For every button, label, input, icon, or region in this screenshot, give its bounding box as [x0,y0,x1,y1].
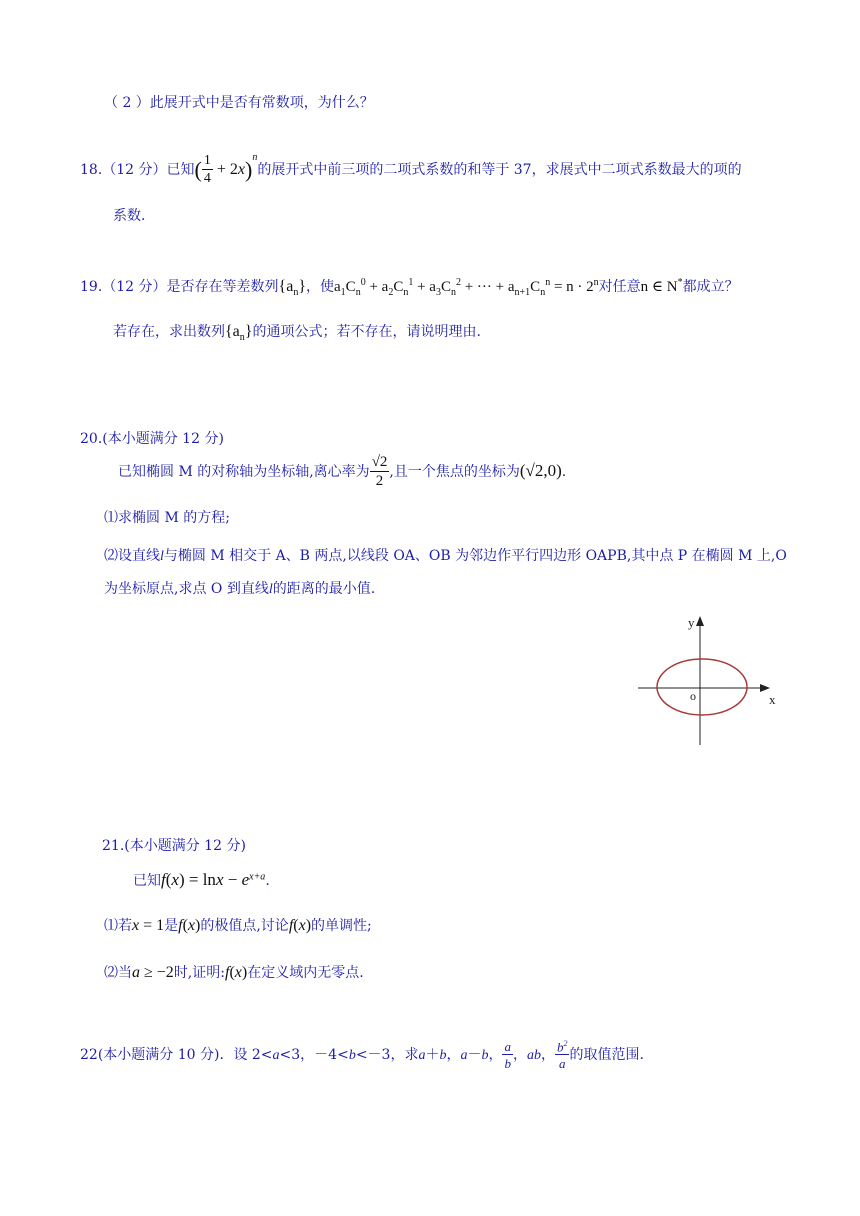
q21-header: 21.(本小题满分 12 分) [102,838,246,854]
y-label: y [688,615,695,630]
q19-score: （12 分）是否存在等差数列 [102,279,279,295]
q18-line1: 18.（12 分）已知( $\frac{1}{4}$ + 2x)$^n$的展开式中前三项的二项式系数的和等于 37，求展式中二项式系数最大的项的 [80,152,742,186]
q22-text-a: 22(本小题满分 10 分)．设 2< [80,1047,273,1064]
q21-intro-text: 已知 [133,873,161,889]
q21-part2-a: ⑵当 [104,965,132,981]
q21-part1-c: 的极值点,讨论 [200,918,289,934]
q19-line2-b: 的通项公式；若不存在，请说明理由. [252,324,481,340]
q19-line1: 19.（12 分）是否存在等差数列$\{a_n\}$，使$a_1C_n^0 + a_2C_n^1 + a_3C_n^2$ + ··· + $a_{n+1}C_n^n = n \cdot 2^n$对任意n ∈ N*都成立？ [80,277,739,299]
q19-line2-a: 若存在，求出数列 [113,324,225,340]
q19-line2: 若存在，求出数列$\{a_n\}$的通项公式；若不存在，请说明理由. [113,323,481,344]
q20-part2-c: 为坐标原点,求点 O 到直线 [104,581,269,597]
q19-sequence: $\{a_n\}$ [278,278,306,299]
q21-part1-d: 的单调性; [311,918,372,934]
q22: 22(本小题满分 10 分)．设 2<a<3，－4<b<－3，求a＋b，a－b， $\frac{a}{b}$ ，ab， $\frac{b^2}{a}$ 的取值范围. [80,1039,644,1072]
q20-intro: 已知椭圆 M 的对称轴为坐标轴,离心率为 $\frac{√2}{2}$ ,且一个焦点的坐标为(√2,0). [118,454,567,489]
q21-part1-b: 是 [164,918,179,934]
q18-text-a: 的展开式中前三项的二项式系数的和等于 37，求展式中二项式系数最大的项的 [257,162,742,178]
q20-part2-line1: ⑵设直线l与椭圆 M 相交于 A、B 两点,以线段 OA、OB 为邻边作平行四边形 OAPB,其中点 P 在椭圆 M 上,O [104,548,787,564]
q21-part1-a: ⑴若 [104,918,132,934]
q18-line2: 系数. [113,208,146,224]
q20-eccentricity: $\frac{√2}{2}$ [371,454,388,489]
q18-number: 18. [80,162,103,178]
q21-part2: ⑵当a ≥ −2时,证明:f(x)在定义域内无零点. [104,964,364,981]
q20-part2-b: 与椭圆 M 相交于 A、B 两点,以线段 OA、OB 为邻边作平行四边形 OAPB,其中点 P 在椭圆 M 上,O [163,548,787,564]
q20-part2-a: ⑵设直线 [104,548,160,564]
q20-part2-d: 的距离的最小值. [272,581,376,597]
q21-part2-c: 在定义域内无零点. [247,965,364,981]
y-axis-arrow [696,616,704,626]
q20-part1: ⑴求椭圆 M 的方程; [104,510,230,526]
q19-tail2: 都成立？ [682,279,739,295]
q20-part2-line2: 为坐标原点,求点 O 到直线l的距离的最小值. [104,581,376,597]
origin-label: o [690,689,696,703]
q22-text-d: 的取值范围. [569,1047,644,1064]
x-axis-arrow [760,684,770,692]
q21-part2-b: 时,证明: [173,965,225,981]
ellipse-figure [630,605,790,755]
q19-tail: 对任意 [598,279,641,295]
q19-formula: $a_1C_n^0 + a_2C_n^1 + a_3C_n^2$ + ··· + $a_{n+1}C_n^n = n \cdot 2^n$ [334,277,599,298]
q22-text-b: <3，－4< [279,1047,349,1064]
q17-part2: （ 2 ）此展开式中是否有常数项，为什么？ [104,95,374,111]
q19-number: 19. [80,279,103,295]
q20-header: 20.(本小题满分 12 分) [80,431,224,447]
q19-mid: ，使 [306,279,334,295]
q22-text-c: <－3，求 [355,1047,419,1064]
q21-intro: 已知$f(x) = \ln x - e^{x+a}$. [133,870,270,889]
x-label: x [769,692,776,707]
q18-score: （12 分）已知 [102,162,195,178]
q20-intro-a: 已知椭圆 M 的对称轴为坐标轴,离心率为 [118,464,370,480]
q18-fraction: $\frac{1}{4}$ [203,153,211,186]
q21-part1: ⑴若x = 1是f(x)的极值点,讨论f(x)的单调性; [104,917,372,934]
q20-intro-b: ,且一个焦点的坐标为 [389,464,520,480]
ellipse-curve [657,659,747,715]
